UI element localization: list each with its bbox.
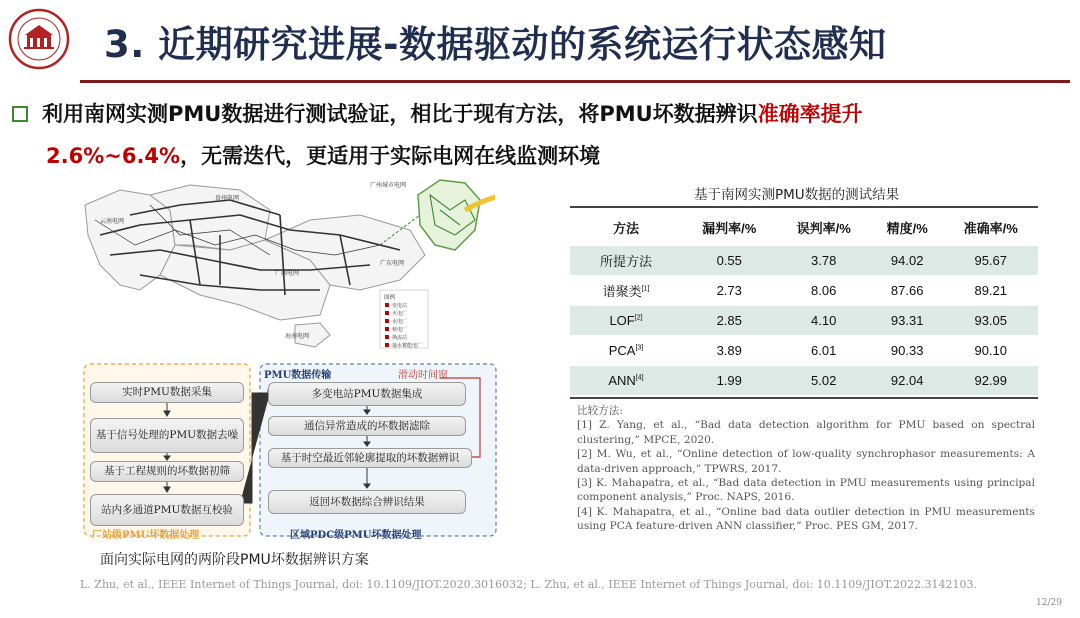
- table-cell: 94.02: [871, 246, 944, 275]
- reference-item: [2] M. Wu, et al., “Online detection of low-quality synchrophasor measurements: A data-driven approach,” TPWRS, 2017.: [577, 448, 1035, 475]
- table-cell: 1.99: [682, 366, 776, 395]
- legend-item: 火电厂: [392, 311, 408, 317]
- legend-item: 抽水蓄能电厂: [392, 343, 423, 349]
- table-cell: 0.55: [682, 246, 776, 275]
- flow-label-station: 厂站级PMU坏数据处理: [92, 530, 200, 541]
- footer-citation: L. Zhu, et al., IEEE Internet of Things Journal, doi: 10.1109/JIOT.2020.3016032; L. Zhu, et al., IEEE Internet of Things Journal, doi: 10.1109/JIOT.2022.3142103.: [80, 578, 977, 591]
- table-header: 精度/%: [886, 220, 928, 236]
- legend-item: 换流站: [392, 335, 408, 341]
- table-header: 误判率/%: [796, 220, 851, 236]
- bullet-text-b: ，无需迭代，更适用于实际电网在线监测环境: [180, 144, 601, 168]
- legend-item: 变电站: [392, 303, 408, 309]
- university-logo: [8, 8, 70, 70]
- table-cell: 92.99: [944, 366, 1039, 395]
- table-cell: 8.06: [776, 276, 870, 305]
- table-cell-method: PCA[3]: [570, 336, 682, 365]
- title-divider: [80, 80, 1070, 83]
- legend-item: 水电厂: [392, 319, 408, 325]
- flow-box-integration: 多变电站PMU数据集成: [268, 382, 466, 406]
- page-title: 3. 近期研究进展-数据驱动的系统运行状态感知: [104, 23, 887, 66]
- reference-item: [3] K. Mahapatra, et al., “Bad data detection in PMU measurements using principal component analysis,” Proc. NAPS, 2016.: [577, 477, 1035, 504]
- table-caption: 基于南网实测PMU数据的测试结果: [694, 187, 900, 203]
- table-header: 准确率/%: [963, 220, 1018, 236]
- grid-map: [80, 175, 495, 353]
- table-cell: 92.04: [871, 366, 944, 395]
- flow-diagram: [80, 358, 500, 540]
- flow-box-rule-screening: 基于工程规则的坏数据初筛: [90, 461, 244, 482]
- flow-label-window: 滑动时间窗: [398, 370, 448, 381]
- bullet-line-1: [42, 98, 863, 128]
- table-row: [570, 366, 1038, 395]
- flow-box-spatiotemporal: 基于时空最近邻轮廓提取的坏数据辨识: [268, 448, 472, 468]
- flow-box-pmu-collection: 实时PMU数据采集: [90, 382, 244, 403]
- table-cell: 3.78: [776, 246, 870, 275]
- reference-item: [4] K. Mahapatra, et al., “Online bad data outlier detection in PMU measurements using PCA feature-driven ANN classifier,” Proc. PES GM, 2017.: [577, 505, 1035, 533]
- table-cell: 87.66: [871, 276, 944, 305]
- table-header-row: [570, 209, 1038, 245]
- references: [577, 404, 1035, 534]
- flow-label-regional: 区域PDC级PMU坏数据处理: [290, 530, 422, 541]
- flow-box-result: 返回坏数据综合辨识结果: [268, 490, 466, 514]
- table-cell: 6.01: [776, 336, 870, 365]
- flow-label-transfer: PMU数据传输: [264, 370, 332, 381]
- map-label-hainan: 海南电网: [285, 333, 310, 340]
- table-cell-method: 谱聚类[1]: [570, 276, 682, 305]
- table-cell: 3.89: [682, 336, 776, 365]
- bullet-line-2: [46, 140, 600, 170]
- table-cell: 89.21: [944, 276, 1039, 305]
- table-cell-method: 所提方法: [570, 246, 682, 275]
- table-cell: 4.10: [776, 306, 870, 335]
- table-cell: 90.10: [944, 336, 1039, 365]
- table-cell: 2.73: [682, 276, 776, 305]
- page-number: 12/29: [1036, 598, 1062, 608]
- map-legend: [380, 290, 428, 349]
- bullet-square-icon: [12, 106, 28, 122]
- legend-title: 图例: [384, 295, 396, 301]
- legend-item: 核电厂: [392, 327, 408, 333]
- table-cell: 93.05: [944, 306, 1039, 335]
- table-row: [570, 276, 1038, 305]
- bullet-highlight-b: 2.6%~6.4%: [46, 144, 181, 168]
- flow-caption: 面向实际电网的两阶段PMU坏数据辨识方案: [100, 552, 369, 568]
- map-label-guangdong: 广东电网: [380, 260, 405, 267]
- flow-box-denoise: 基于信号处理的PMU数据去噪: [90, 418, 244, 453]
- table-cell: 2.85: [682, 306, 776, 335]
- reference-item: [1] Z. Yang, et al., “Bad data detection algorithm for PMU based on spectral clustering,” MPCE, 2020.: [577, 419, 1035, 446]
- table-row: [570, 246, 1038, 275]
- table-row: [570, 306, 1038, 335]
- table-cell-method: LOF[2]: [570, 306, 682, 335]
- map-label-yunnan: 云南电网: [100, 218, 125, 225]
- table-cell: 93.31: [871, 306, 944, 335]
- table-cell-method: ANN[4]: [570, 366, 682, 395]
- references-title: 比较方法:: [577, 405, 623, 417]
- map-region-guangzhou: [418, 180, 480, 250]
- bullet-highlight-a: 准确率提升: [757, 102, 863, 126]
- flow-box-comm-filter: 通信异常造成的坏数据滤除: [268, 416, 466, 436]
- map-label-guangzhou: 广州城市电网: [370, 182, 407, 189]
- bullet-text-a: 利用南网实测PMU数据进行测试验证，相比于现有方法，将PMU坏数据辨识: [42, 102, 758, 126]
- map-label-guangxi: 广西电网: [275, 270, 300, 277]
- map-label-guizhou: 贵州电网: [215, 195, 240, 202]
- table-cell: 90.33: [871, 336, 944, 365]
- flow-box-cross-check: 站内多通道PMU数据互校验: [90, 494, 244, 526]
- table-cell: 95.67: [944, 246, 1039, 275]
- table-header: 漏判率/%: [702, 220, 757, 236]
- table-header: 方法: [612, 220, 639, 236]
- table-row: [570, 336, 1038, 365]
- results-table: [570, 206, 1038, 399]
- table-cell: 5.02: [776, 366, 870, 395]
